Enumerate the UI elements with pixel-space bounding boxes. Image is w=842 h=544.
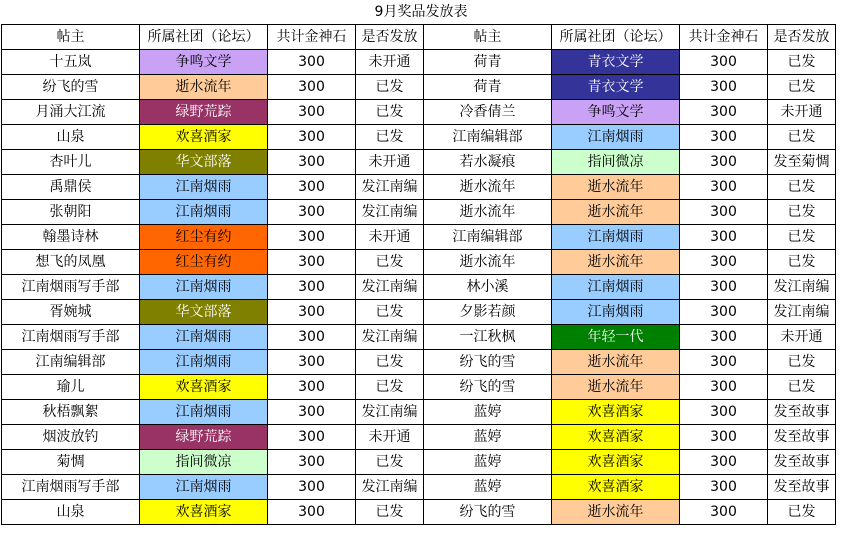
stones-cell[interactable]: 300 <box>680 375 768 400</box>
table-row <box>2 275 836 300</box>
table-row <box>2 225 836 250</box>
group-cell[interactable]: 欢喜酒家 <box>140 375 268 400</box>
table-row <box>2 425 836 450</box>
stones-cell[interactable]: 300 <box>680 225 768 250</box>
table-row <box>2 350 836 375</box>
group-cell[interactable]: 江南烟雨 <box>552 275 680 300</box>
poster-cell[interactable]: 冷香倩兰 <box>424 100 552 125</box>
group-cell[interactable]: 欢喜酒家 <box>140 125 268 150</box>
issued-cell[interactable]: 已发 <box>356 75 424 100</box>
stones-cell[interactable]: 300 <box>268 450 356 475</box>
table-row <box>2 75 836 100</box>
group-cell[interactable]: 江南烟雨 <box>140 350 268 375</box>
group-cell[interactable]: 江南烟雨 <box>552 300 680 325</box>
issued-cell[interactable]: 发至故事 <box>768 425 836 450</box>
stones-cell[interactable]: 300 <box>268 50 356 75</box>
poster-cell[interactable]: 胥婉城 <box>2 300 140 325</box>
header-cell-poster[interactable]: 帖主 <box>424 25 552 50</box>
table-row <box>2 450 836 475</box>
issued-cell[interactable]: 发江南编 <box>356 275 424 300</box>
issued-cell[interactable]: 未开通 <box>768 100 836 125</box>
stones-cell[interactable]: 300 <box>680 400 768 425</box>
poster-cell[interactable]: 想飞的凤凰 <box>2 250 140 275</box>
stones-cell[interactable]: 300 <box>268 75 356 100</box>
stones-cell[interactable]: 300 <box>268 375 356 400</box>
issued-cell[interactable]: 已发 <box>768 225 836 250</box>
group-cell[interactable]: 华文部落 <box>140 150 268 175</box>
group-cell[interactable]: 江南烟雨 <box>140 175 268 200</box>
poster-cell[interactable]: 江南编辑部 <box>424 225 552 250</box>
issued-cell[interactable]: 已发 <box>356 300 424 325</box>
group-cell[interactable]: 逝水流年 <box>552 375 680 400</box>
group-cell[interactable]: 争鸣文学 <box>552 100 680 125</box>
issued-cell[interactable]: 发江南编 <box>768 300 836 325</box>
issued-cell[interactable]: 已发 <box>768 50 836 75</box>
stones-cell[interactable]: 300 <box>268 100 356 125</box>
stones-cell[interactable]: 300 <box>680 100 768 125</box>
stones-cell[interactable]: 300 <box>268 475 356 500</box>
table-row <box>2 200 836 225</box>
issued-cell[interactable]: 发至故事 <box>768 450 836 475</box>
issued-cell[interactable]: 已发 <box>768 125 836 150</box>
poster-cell[interactable]: 烟波放钓 <box>2 425 140 450</box>
group-cell[interactable]: 绿野荒踪 <box>140 100 268 125</box>
stones-cell[interactable]: 300 <box>680 75 768 100</box>
poster-cell[interactable]: 纷飞的雪 <box>424 375 552 400</box>
group-cell[interactable]: 江南烟雨 <box>140 200 268 225</box>
group-cell[interactable]: 江南烟雨 <box>140 475 268 500</box>
issued-cell[interactable]: 已发 <box>768 500 836 525</box>
poster-cell[interactable]: 一江秋枫 <box>424 325 552 350</box>
poster-cell[interactable]: 纷飞的雪 <box>2 75 140 100</box>
issued-cell[interactable]: 已发 <box>768 75 836 100</box>
group-cell[interactable]: 逝水流年 <box>552 175 680 200</box>
poster-cell[interactable]: 荷青 <box>424 50 552 75</box>
poster-cell[interactable]: 山泉 <box>2 125 140 150</box>
table-row <box>2 50 836 75</box>
header-cell-poster[interactable]: 帖主 <box>2 25 140 50</box>
stones-cell[interactable]: 300 <box>268 200 356 225</box>
poster-cell[interactable]: 蓝婷 <box>424 425 552 450</box>
issued-cell[interactable]: 已发 <box>356 250 424 275</box>
group-cell[interactable]: 绿野荒踪 <box>140 425 268 450</box>
table-row <box>2 150 836 175</box>
group-cell[interactable]: 江南烟雨 <box>140 275 268 300</box>
group-cell[interactable]: 欢喜酒家 <box>552 450 680 475</box>
stones-cell[interactable]: 300 <box>268 500 356 525</box>
group-cell[interactable]: 华文部落 <box>140 300 268 325</box>
issued-cell[interactable]: 未开通 <box>356 225 424 250</box>
poster-cell[interactable]: 林小溪 <box>424 275 552 300</box>
group-cell[interactable]: 逝水流年 <box>552 200 680 225</box>
poster-cell[interactable]: 翰墨诗林 <box>2 225 140 250</box>
issued-cell[interactable]: 已发 <box>356 375 424 400</box>
stones-cell[interactable]: 300 <box>680 275 768 300</box>
issued-cell[interactable]: 发江南编 <box>356 175 424 200</box>
issued-cell[interactable]: 已发 <box>768 200 836 225</box>
group-cell[interactable]: 年轻一代 <box>552 325 680 350</box>
header-row <box>2 25 836 50</box>
poster-cell[interactable]: 纷飞的雪 <box>424 350 552 375</box>
issued-cell[interactable]: 发江南编 <box>356 325 424 350</box>
header-cell-group[interactable]: 所属社团（论坛） <box>552 25 680 50</box>
poster-cell[interactable]: 十五岚 <box>2 50 140 75</box>
issued-cell[interactable]: 已发 <box>356 500 424 525</box>
stones-cell[interactable]: 300 <box>680 500 768 525</box>
stones-cell[interactable]: 300 <box>680 150 768 175</box>
header-cell-stones[interactable]: 共计金神石 <box>268 25 356 50</box>
poster-cell[interactable]: 禹鼎侯 <box>2 175 140 200</box>
poster-cell[interactable]: 山泉 <box>2 500 140 525</box>
stones-cell[interactable]: 300 <box>268 275 356 300</box>
poster-cell[interactable]: 江南烟雨写手部 <box>2 475 140 500</box>
stones-cell[interactable]: 300 <box>680 125 768 150</box>
issued-cell[interactable]: 已发 <box>768 350 836 375</box>
issued-cell[interactable]: 发至故事 <box>768 400 836 425</box>
issued-cell[interactable]: 未开通 <box>356 150 424 175</box>
group-cell[interactable]: 欢喜酒家 <box>552 400 680 425</box>
stones-cell[interactable]: 300 <box>680 300 768 325</box>
sheet-title: 9月奖品发放表 <box>374 4 468 20</box>
stones-cell[interactable]: 300 <box>268 325 356 350</box>
poster-cell[interactable]: 纷飞的雪 <box>424 500 552 525</box>
poster-cell[interactable]: 逝水流年 <box>424 175 552 200</box>
table-row <box>2 375 836 400</box>
poster-cell[interactable]: 月涌大江流 <box>2 100 140 125</box>
stones-cell[interactable]: 300 <box>680 200 768 225</box>
table-row <box>2 125 836 150</box>
stones-cell[interactable]: 300 <box>680 175 768 200</box>
stones-cell[interactable]: 300 <box>680 425 768 450</box>
group-cell[interactable]: 江南烟雨 <box>140 400 268 425</box>
header-cell-stones[interactable]: 共计金神石 <box>680 25 768 50</box>
issued-cell[interactable]: 发江南编 <box>768 275 836 300</box>
group-cell[interactable]: 江南烟雨 <box>140 325 268 350</box>
issued-cell[interactable]: 已发 <box>768 175 836 200</box>
table-row <box>2 250 836 275</box>
stones-cell[interactable]: 300 <box>268 250 356 275</box>
table-row <box>2 400 836 425</box>
stones-cell[interactable]: 300 <box>680 50 768 75</box>
group-cell[interactable]: 欢喜酒家 <box>552 475 680 500</box>
issued-cell[interactable]: 未开通 <box>356 425 424 450</box>
poster-cell[interactable]: 荷青 <box>424 75 552 100</box>
table-row <box>2 100 836 125</box>
table-row <box>2 300 836 325</box>
stones-cell[interactable]: 300 <box>680 350 768 375</box>
poster-cell[interactable]: 江南编辑部 <box>424 125 552 150</box>
issued-cell[interactable]: 发至菊惆 <box>768 150 836 175</box>
issued-cell[interactable]: 已发 <box>356 450 424 475</box>
table-row <box>2 475 836 500</box>
stones-cell[interactable]: 300 <box>680 250 768 275</box>
poster-cell[interactable]: 蓝婷 <box>424 400 552 425</box>
stones-cell[interactable]: 300 <box>268 225 356 250</box>
group-cell[interactable]: 逝水流年 <box>140 75 268 100</box>
poster-cell[interactable]: 江南烟雨写手部 <box>2 325 140 350</box>
poster-cell[interactable]: 江南编辑部 <box>2 350 140 375</box>
issued-cell[interactable]: 发江南编 <box>356 400 424 425</box>
header-cell-issued[interactable]: 是否发放 <box>356 25 424 50</box>
group-cell[interactable]: 红尘有约 <box>140 250 268 275</box>
group-cell[interactable]: 青衣文学 <box>552 75 680 100</box>
group-cell[interactable]: 青衣文学 <box>552 50 680 75</box>
issued-cell[interactable]: 已发 <box>356 350 424 375</box>
stones-cell[interactable]: 300 <box>268 175 356 200</box>
poster-cell[interactable]: 瑜儿 <box>2 375 140 400</box>
group-cell[interactable]: 欢喜酒家 <box>552 425 680 450</box>
stones-cell[interactable]: 300 <box>680 325 768 350</box>
issued-cell[interactable]: 已发 <box>356 125 424 150</box>
table-row <box>2 500 836 525</box>
table-row <box>2 325 836 350</box>
header-cell-group[interactable]: 所属社团（论坛） <box>140 25 268 50</box>
stones-cell[interactable]: 300 <box>268 400 356 425</box>
poster-cell[interactable]: 夕影若颜 <box>424 300 552 325</box>
poster-cell[interactable]: 逝水流年 <box>424 250 552 275</box>
poster-cell[interactable]: 江南烟雨写手部 <box>2 275 140 300</box>
poster-cell[interactable]: 秋梧飘絮 <box>2 400 140 425</box>
stones-cell[interactable]: 300 <box>268 425 356 450</box>
stones-cell[interactable]: 300 <box>680 475 768 500</box>
issued-cell[interactable]: 已发 <box>768 375 836 400</box>
group-cell[interactable]: 江南烟雨 <box>552 125 680 150</box>
stones-cell[interactable]: 300 <box>268 300 356 325</box>
group-cell[interactable]: 欢喜酒家 <box>140 500 268 525</box>
prize-table <box>1 24 836 525</box>
issued-cell[interactable]: 发江南编 <box>356 475 424 500</box>
stones-cell[interactable]: 300 <box>268 350 356 375</box>
poster-cell[interactable]: 逝水流年 <box>424 200 552 225</box>
issued-cell[interactable]: 未开通 <box>768 325 836 350</box>
header-cell-issued[interactable]: 是否发放 <box>768 25 836 50</box>
stones-cell[interactable]: 300 <box>268 125 356 150</box>
group-cell[interactable]: 江南烟雨 <box>552 225 680 250</box>
group-cell[interactable]: 红尘有约 <box>140 225 268 250</box>
issued-cell[interactable]: 发至故事 <box>768 475 836 500</box>
issued-cell[interactable]: 已发 <box>768 250 836 275</box>
stones-cell[interactable]: 300 <box>268 150 356 175</box>
table-row <box>2 175 836 200</box>
poster-cell[interactable]: 张朝阳 <box>2 200 140 225</box>
group-cell[interactable]: 争鸣文学 <box>140 50 268 75</box>
poster-cell[interactable]: 蓝婷 <box>424 450 552 475</box>
issued-cell[interactable]: 已发 <box>356 100 424 125</box>
issued-cell[interactable]: 未开通 <box>356 50 424 75</box>
group-cell[interactable]: 逝水流年 <box>552 500 680 525</box>
poster-cell[interactable]: 蓝婷 <box>424 475 552 500</box>
poster-cell[interactable]: 若水凝痕 <box>424 150 552 175</box>
stones-cell[interactable]: 300 <box>680 450 768 475</box>
poster-cell[interactable]: 菊惆 <box>2 450 140 475</box>
group-cell[interactable]: 指间微凉 <box>552 150 680 175</box>
group-cell[interactable]: 指间微凉 <box>140 450 268 475</box>
issued-cell[interactable]: 发江南编 <box>356 200 424 225</box>
group-cell[interactable]: 逝水流年 <box>552 250 680 275</box>
group-cell[interactable]: 逝水流年 <box>552 350 680 375</box>
poster-cell[interactable]: 杏叶儿 <box>2 150 140 175</box>
